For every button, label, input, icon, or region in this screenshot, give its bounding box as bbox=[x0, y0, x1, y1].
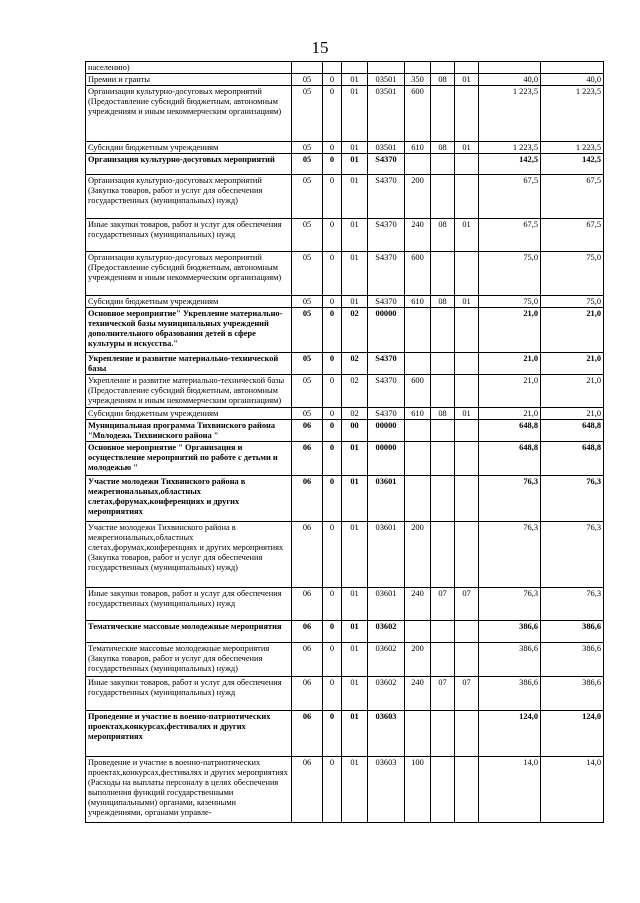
row-e-cell: 200 bbox=[405, 522, 431, 588]
row-c-cell: 01 bbox=[342, 711, 368, 757]
row-g-cell: 01 bbox=[455, 74, 479, 86]
table-row bbox=[86, 711, 604, 757]
row-f-cell bbox=[431, 476, 455, 522]
row-a-cell: 05 bbox=[292, 219, 323, 252]
row-f-cell bbox=[431, 375, 455, 408]
row-v2-cell: 75,0 bbox=[541, 296, 604, 308]
row-g-cell: 01 bbox=[455, 408, 479, 420]
row-d-cell: 03601 bbox=[368, 522, 405, 588]
row-b-cell: 0 bbox=[323, 219, 342, 252]
row-g-cell bbox=[455, 175, 479, 219]
row-f-cell bbox=[431, 252, 455, 296]
row-v1-cell: 1 223,5 bbox=[479, 142, 541, 154]
table-row bbox=[86, 588, 604, 621]
row-b-cell: 0 bbox=[323, 308, 342, 353]
table-row bbox=[86, 74, 604, 86]
row-name-cell: Субсидии бюджетным учреждениям bbox=[86, 142, 292, 154]
row-name-cell: Проведение и участие в военно-патриотических проектах,конкурсах,фестивалях и других мероприятиях (Расходы на выплаты персоналу в целях обеспечения выполнения функций государственными (муниципальными) органами, казенными учреждениями, органами управле- bbox=[86, 757, 292, 823]
row-c-cell: 02 bbox=[342, 375, 368, 408]
row-e-cell bbox=[405, 308, 431, 353]
row-c-cell: 01 bbox=[342, 175, 368, 219]
row-v1-cell: 67,5 bbox=[479, 219, 541, 252]
row-g-cell bbox=[455, 757, 479, 823]
row-d-cell: 03601 bbox=[368, 476, 405, 522]
row-e-cell: 610 bbox=[405, 296, 431, 308]
table-row bbox=[86, 219, 604, 252]
row-f-cell bbox=[431, 522, 455, 588]
row-g-cell bbox=[455, 711, 479, 757]
row-e-cell: 240 bbox=[405, 219, 431, 252]
row-f-cell: 08 bbox=[431, 142, 455, 154]
row-b-cell: 0 bbox=[323, 420, 342, 442]
row-c-cell: 01 bbox=[342, 219, 368, 252]
table-row bbox=[86, 522, 604, 588]
row-v1-cell: 386,6 bbox=[479, 643, 541, 677]
row-e-cell: 100 bbox=[405, 757, 431, 823]
row-f-cell: 08 bbox=[431, 219, 455, 252]
row-g-cell: 07 bbox=[455, 588, 479, 621]
row-name-cell: Тематические массовые молодежные мероприятия bbox=[86, 621, 292, 643]
row-b-cell bbox=[323, 62, 342, 74]
row-name-cell: Организация культурно-досуговых мероприятий (Закупка товаров, работ и услуг для обеспечения государственных (муниципальных) нужд) bbox=[86, 175, 292, 219]
row-v1-cell: 386,6 bbox=[479, 677, 541, 711]
row-v1-cell: 14,0 bbox=[479, 757, 541, 823]
row-a-cell: 05 bbox=[292, 175, 323, 219]
row-v1-cell bbox=[479, 62, 541, 74]
row-v1-cell: 21,0 bbox=[479, 308, 541, 353]
row-name-cell: Основное мероприятие" Укрепление материально-технической базы муниципальных учреждений дополнительного образования детей в сфере культуры и искусства." bbox=[86, 308, 292, 353]
row-g-cell bbox=[455, 442, 479, 476]
row-a-cell: 06 bbox=[292, 476, 323, 522]
table-row bbox=[86, 353, 604, 375]
row-e-cell bbox=[405, 621, 431, 643]
row-f-cell: 07 bbox=[431, 677, 455, 711]
row-g-cell bbox=[455, 308, 479, 353]
row-v1-cell: 142,5 bbox=[479, 154, 541, 175]
row-d-cell: S4370 bbox=[368, 252, 405, 296]
row-v1-cell: 21,0 bbox=[479, 353, 541, 375]
row-a-cell: 06 bbox=[292, 643, 323, 677]
row-v1-cell: 648,8 bbox=[479, 420, 541, 442]
row-e-cell bbox=[405, 711, 431, 757]
row-e-cell bbox=[405, 154, 431, 175]
row-f-cell bbox=[431, 621, 455, 643]
row-name-cell: Иные закупки товаров, работ и услуг для обеспечения государственных (муниципальных) нужд bbox=[86, 677, 292, 711]
row-a-cell: 06 bbox=[292, 442, 323, 476]
row-v1-cell: 40,0 bbox=[479, 74, 541, 86]
table-row bbox=[86, 252, 604, 296]
row-d-cell: S4370 bbox=[368, 175, 405, 219]
row-g-cell bbox=[455, 420, 479, 442]
table-row bbox=[86, 296, 604, 308]
table-row bbox=[86, 677, 604, 711]
table-row bbox=[86, 62, 604, 74]
row-b-cell: 0 bbox=[323, 74, 342, 86]
row-e-cell: 200 bbox=[405, 175, 431, 219]
row-name-cell: Участие молодежи Тихвинского района в межрегиональных,областных слетах,форумах,конференциях и других мероприятиях (Закупка товаров, работ и услуг для обеспечения государственных (муниципальных) нужд) bbox=[86, 522, 292, 588]
row-name-cell: Проведение и участие в военно-патриотических проектах,конкурсах,фестивалях и других мероприятиях bbox=[86, 711, 292, 757]
row-a-cell: 05 bbox=[292, 252, 323, 296]
row-b-cell: 0 bbox=[323, 621, 342, 643]
row-v1-cell: 124,0 bbox=[479, 711, 541, 757]
row-b-cell: 0 bbox=[323, 154, 342, 175]
row-d-cell: 03602 bbox=[368, 677, 405, 711]
row-f-cell bbox=[431, 62, 455, 74]
row-c-cell: 01 bbox=[342, 588, 368, 621]
row-v1-cell: 648,8 bbox=[479, 442, 541, 476]
row-g-cell bbox=[455, 476, 479, 522]
row-name-cell: Укрепление и развитие материально-технической базы (Предоставление субсидий бюджетным, автономным учреждениям и иным некоммерческим организациям) bbox=[86, 375, 292, 408]
row-a-cell: 05 bbox=[292, 408, 323, 420]
row-g-cell bbox=[455, 154, 479, 175]
row-b-cell: 0 bbox=[323, 408, 342, 420]
row-v2-cell: 67,5 bbox=[541, 175, 604, 219]
table-row bbox=[86, 408, 604, 420]
row-f-cell: 08 bbox=[431, 408, 455, 420]
row-v2-cell: 21,0 bbox=[541, 408, 604, 420]
row-v2-cell: 76,3 bbox=[541, 476, 604, 522]
row-c-cell: 01 bbox=[342, 142, 368, 154]
row-c-cell: 01 bbox=[342, 442, 368, 476]
row-v2-cell: 40,0 bbox=[541, 74, 604, 86]
row-name-cell: Субсидии бюджетным учреждениям bbox=[86, 296, 292, 308]
row-a-cell: 06 bbox=[292, 757, 323, 823]
row-v2-cell bbox=[541, 62, 604, 74]
row-v1-cell: 75,0 bbox=[479, 296, 541, 308]
row-d-cell: 03602 bbox=[368, 621, 405, 643]
row-a-cell: 05 bbox=[292, 375, 323, 408]
row-c-cell: 01 bbox=[342, 643, 368, 677]
row-f-cell: 08 bbox=[431, 296, 455, 308]
row-a-cell: 05 bbox=[292, 308, 323, 353]
row-a-cell bbox=[292, 62, 323, 74]
row-d-cell: S4370 bbox=[368, 375, 405, 408]
row-v1-cell: 76,3 bbox=[479, 588, 541, 621]
row-v2-cell: 1 223,5 bbox=[541, 86, 604, 142]
row-c-cell: 01 bbox=[342, 476, 368, 522]
row-g-cell: 01 bbox=[455, 296, 479, 308]
row-d-cell: S4370 bbox=[368, 154, 405, 175]
row-b-cell: 0 bbox=[323, 643, 342, 677]
row-d-cell: 00000 bbox=[368, 420, 405, 442]
table-row bbox=[86, 175, 604, 219]
row-e-cell: 200 bbox=[405, 643, 431, 677]
row-b-cell: 0 bbox=[323, 442, 342, 476]
row-v2-cell: 76,3 bbox=[541, 522, 604, 588]
row-g-cell bbox=[455, 62, 479, 74]
row-c-cell bbox=[342, 62, 368, 74]
row-b-cell: 0 bbox=[323, 142, 342, 154]
row-e-cell: 350 bbox=[405, 74, 431, 86]
row-c-cell: 01 bbox=[342, 677, 368, 711]
row-v1-cell: 21,0 bbox=[479, 375, 541, 408]
row-f-cell bbox=[431, 757, 455, 823]
row-a-cell: 06 bbox=[292, 621, 323, 643]
table-row bbox=[86, 621, 604, 643]
row-name-cell: Муниципальная программа Тихвинского района "Молодежь Тихвинского района " bbox=[86, 420, 292, 442]
row-name-cell: Организация культурно-досуговых мероприятий bbox=[86, 154, 292, 175]
row-v2-cell: 386,6 bbox=[541, 643, 604, 677]
row-f-cell bbox=[431, 308, 455, 353]
row-b-cell: 0 bbox=[323, 588, 342, 621]
row-e-cell bbox=[405, 420, 431, 442]
row-c-cell: 01 bbox=[342, 252, 368, 296]
row-b-cell: 0 bbox=[323, 677, 342, 711]
row-c-cell: 00 bbox=[342, 420, 368, 442]
row-e-cell: 600 bbox=[405, 86, 431, 142]
row-f-cell bbox=[431, 711, 455, 757]
row-d-cell: S4370 bbox=[368, 353, 405, 375]
row-b-cell: 0 bbox=[323, 711, 342, 757]
row-b-cell: 0 bbox=[323, 375, 342, 408]
row-v2-cell: 386,6 bbox=[541, 677, 604, 711]
row-d-cell: 03501 bbox=[368, 86, 405, 142]
row-v2-cell: 648,8 bbox=[541, 420, 604, 442]
row-v2-cell: 76,3 bbox=[541, 588, 604, 621]
row-name-cell: Организация культурно-досуговых мероприятий (Предоставление субсидий бюджетным, автономным учреждениям и иным некоммерческим организациям) bbox=[86, 86, 292, 142]
row-v1-cell: 76,3 bbox=[479, 476, 541, 522]
row-e-cell: 240 bbox=[405, 588, 431, 621]
row-name-cell: Участие молодежи Тихвинского района в межрегиональных,областных слетах,форумах,конференциях и других мероприятиях bbox=[86, 476, 292, 522]
row-v1-cell: 21,0 bbox=[479, 408, 541, 420]
row-e-cell: 600 bbox=[405, 252, 431, 296]
row-name-cell: Иные закупки товаров, работ и услуг для обеспечения государственных (муниципальных) нужд bbox=[86, 588, 292, 621]
row-f-cell: 07 bbox=[431, 588, 455, 621]
row-g-cell bbox=[455, 621, 479, 643]
row-v2-cell: 67,5 bbox=[541, 219, 604, 252]
row-v2-cell: 648,8 bbox=[541, 442, 604, 476]
row-e-cell bbox=[405, 62, 431, 74]
row-v2-cell: 1 223,5 bbox=[541, 142, 604, 154]
table-row bbox=[86, 757, 604, 823]
table-row bbox=[86, 86, 604, 142]
row-name-cell: Тематические массовые молодежные мероприятия (Закупка товаров, работ и услуг для обеспечения государственных (муниципальных) нужд) bbox=[86, 643, 292, 677]
table-row bbox=[86, 420, 604, 442]
row-g-cell bbox=[455, 252, 479, 296]
row-v2-cell: 21,0 bbox=[541, 375, 604, 408]
row-v2-cell: 21,0 bbox=[541, 308, 604, 353]
row-name-cell: Организация культурно-досуговых мероприятий (Предоставление субсидий бюджетным, автономным учреждениям и иным некоммерческим организациям) bbox=[86, 252, 292, 296]
row-a-cell: 05 bbox=[292, 353, 323, 375]
row-a-cell: 06 bbox=[292, 677, 323, 711]
row-b-cell: 0 bbox=[323, 86, 342, 142]
row-e-cell bbox=[405, 442, 431, 476]
row-v1-cell: 1 223,5 bbox=[479, 86, 541, 142]
row-v2-cell: 75,0 bbox=[541, 252, 604, 296]
row-v1-cell: 75,0 bbox=[479, 252, 541, 296]
row-c-cell: 01 bbox=[342, 296, 368, 308]
row-b-cell: 0 bbox=[323, 757, 342, 823]
row-c-cell: 01 bbox=[342, 86, 368, 142]
row-name-cell: Основное мероприятие " Организация и осуществление мероприятий по работе с детьми и молодежью " bbox=[86, 442, 292, 476]
row-v2-cell: 142,5 bbox=[541, 154, 604, 175]
row-f-cell bbox=[431, 442, 455, 476]
row-c-cell: 01 bbox=[342, 522, 368, 588]
row-d-cell: 00000 bbox=[368, 442, 405, 476]
row-g-cell: 01 bbox=[455, 142, 479, 154]
row-v1-cell: 67,5 bbox=[479, 175, 541, 219]
row-e-cell: 610 bbox=[405, 408, 431, 420]
row-b-cell: 0 bbox=[323, 353, 342, 375]
row-name-cell: Укрепление и развитие материально-технической базы bbox=[86, 353, 292, 375]
row-a-cell: 06 bbox=[292, 711, 323, 757]
row-a-cell: 05 bbox=[292, 74, 323, 86]
budget-table bbox=[85, 61, 604, 823]
row-c-cell: 01 bbox=[342, 621, 368, 643]
table-row bbox=[86, 154, 604, 175]
row-d-cell: 03501 bbox=[368, 74, 405, 86]
row-f-cell bbox=[431, 353, 455, 375]
row-e-cell bbox=[405, 353, 431, 375]
row-g-cell: 07 bbox=[455, 677, 479, 711]
row-a-cell: 05 bbox=[292, 154, 323, 175]
row-f-cell bbox=[431, 175, 455, 219]
row-f-cell: 08 bbox=[431, 74, 455, 86]
table-row bbox=[86, 643, 604, 677]
row-d-cell: 00000 bbox=[368, 308, 405, 353]
row-b-cell: 0 bbox=[323, 252, 342, 296]
row-d-cell: S4370 bbox=[368, 219, 405, 252]
table-row bbox=[86, 442, 604, 476]
row-e-cell: 240 bbox=[405, 677, 431, 711]
row-a-cell: 06 bbox=[292, 522, 323, 588]
row-d-cell: S4370 bbox=[368, 408, 405, 420]
row-g-cell bbox=[455, 375, 479, 408]
row-a-cell: 05 bbox=[292, 296, 323, 308]
row-f-cell bbox=[431, 643, 455, 677]
row-d-cell: 03603 bbox=[368, 711, 405, 757]
row-e-cell: 600 bbox=[405, 375, 431, 408]
table-row bbox=[86, 476, 604, 522]
row-name-cell: населению) bbox=[86, 62, 292, 74]
row-d-cell: 03602 bbox=[368, 643, 405, 677]
table-row bbox=[86, 142, 604, 154]
row-e-cell: 610 bbox=[405, 142, 431, 154]
row-f-cell bbox=[431, 420, 455, 442]
row-a-cell: 05 bbox=[292, 86, 323, 142]
row-v2-cell: 21,0 bbox=[541, 353, 604, 375]
row-b-cell: 0 bbox=[323, 522, 342, 588]
row-c-cell: 02 bbox=[342, 353, 368, 375]
row-b-cell: 0 bbox=[323, 175, 342, 219]
page-number: 15 bbox=[311, 38, 329, 57]
row-c-cell: 01 bbox=[342, 74, 368, 86]
row-g-cell bbox=[455, 86, 479, 142]
row-g-cell bbox=[455, 353, 479, 375]
row-v2-cell: 14,0 bbox=[541, 757, 604, 823]
row-d-cell: 03601 bbox=[368, 588, 405, 621]
row-name-cell: Иные закупки товаров, работ и услуг для обеспечения государственных (муниципальных) нужд bbox=[86, 219, 292, 252]
row-c-cell: 02 bbox=[342, 408, 368, 420]
row-v1-cell: 76,3 bbox=[479, 522, 541, 588]
table-row bbox=[86, 308, 604, 353]
row-c-cell: 01 bbox=[342, 757, 368, 823]
row-e-cell bbox=[405, 476, 431, 522]
row-v2-cell: 386,6 bbox=[541, 621, 604, 643]
row-d-cell: 03603 bbox=[368, 757, 405, 823]
row-a-cell: 06 bbox=[292, 588, 323, 621]
row-g-cell bbox=[455, 643, 479, 677]
row-g-cell bbox=[455, 522, 479, 588]
row-name-cell: Премии и гранты bbox=[86, 74, 292, 86]
row-c-cell: 02 bbox=[342, 308, 368, 353]
row-v2-cell: 124,0 bbox=[541, 711, 604, 757]
row-b-cell: 0 bbox=[323, 296, 342, 308]
row-a-cell: 05 bbox=[292, 142, 323, 154]
row-d-cell bbox=[368, 62, 405, 74]
row-f-cell bbox=[431, 154, 455, 175]
table-row bbox=[86, 375, 604, 408]
row-name-cell: Субсидии бюджетным учреждениям bbox=[86, 408, 292, 420]
row-d-cell: S4370 bbox=[368, 296, 405, 308]
row-b-cell: 0 bbox=[323, 476, 342, 522]
row-a-cell: 06 bbox=[292, 420, 323, 442]
row-v1-cell: 386,6 bbox=[479, 621, 541, 643]
row-f-cell bbox=[431, 86, 455, 142]
row-g-cell: 01 bbox=[455, 219, 479, 252]
row-d-cell: 03501 bbox=[368, 142, 405, 154]
row-c-cell: 01 bbox=[342, 154, 368, 175]
